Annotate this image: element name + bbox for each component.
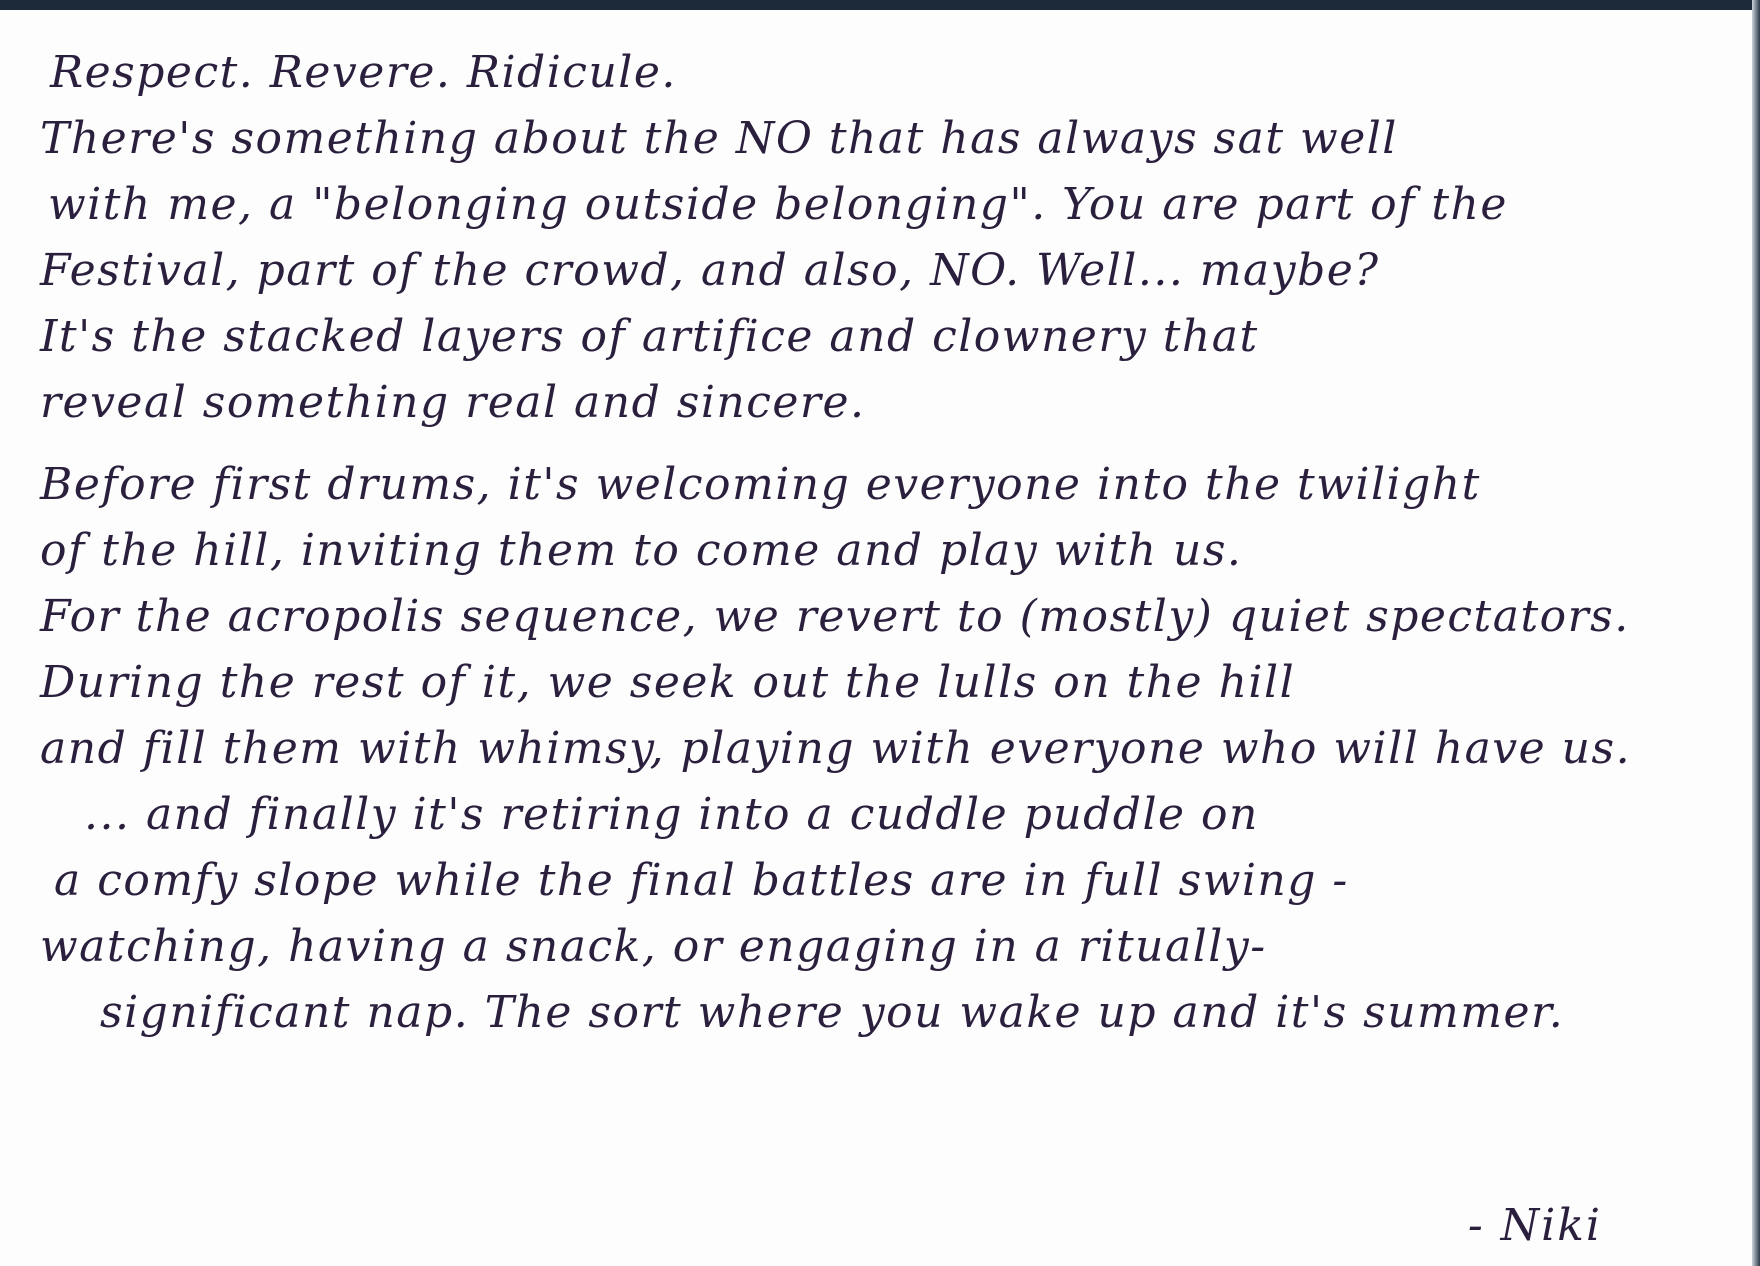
text-line: reveal something real and sincere. <box>40 377 866 428</box>
text-line: For the acropolis sequence, we revert to (mostly) quiet spectators. <box>40 591 1630 642</box>
text-line: During the rest of it, we seek out the lulls on the hill <box>40 657 1296 708</box>
handwritten-text <box>40 40 1720 1046</box>
text-line: a comfy slope while the final battles are in full swing - <box>54 855 1349 906</box>
text-line: watching, having a snack, or engaging in a ritually- <box>40 921 1267 972</box>
text-line: ... and finally it's retiring into a cuddle puddle on <box>84 789 1259 840</box>
signature: - Niki <box>1467 1200 1602 1251</box>
scan-edge-top <box>0 0 1760 10</box>
text-line: of the hill, inviting them to come and play with us. <box>40 525 1243 576</box>
handwritten-card <box>0 10 1752 1266</box>
text-line: There's something about the NO that has always sat well <box>40 113 1398 164</box>
text-line: It's the stacked layers of artifice and clownery that <box>40 311 1259 362</box>
text-line: Before first drums, it's welcoming everyone into the twilight <box>40 459 1481 510</box>
text-line: Festival, part of the crowd, and also, NO. Well... maybe? <box>40 245 1380 296</box>
text-line: and fill them with whimsy, playing with everyone who will have us. <box>40 723 1632 774</box>
text-line: with me, a "belonging outside belonging". You are part of the <box>48 179 1508 230</box>
text-line: significant nap. The sort where you wake up and it's summer. <box>100 987 1565 1038</box>
scan-edge-right <box>1752 0 1760 1266</box>
paragraph-gap <box>40 436 1720 452</box>
card-title: Respect. Revere. Ridicule. <box>50 47 677 98</box>
